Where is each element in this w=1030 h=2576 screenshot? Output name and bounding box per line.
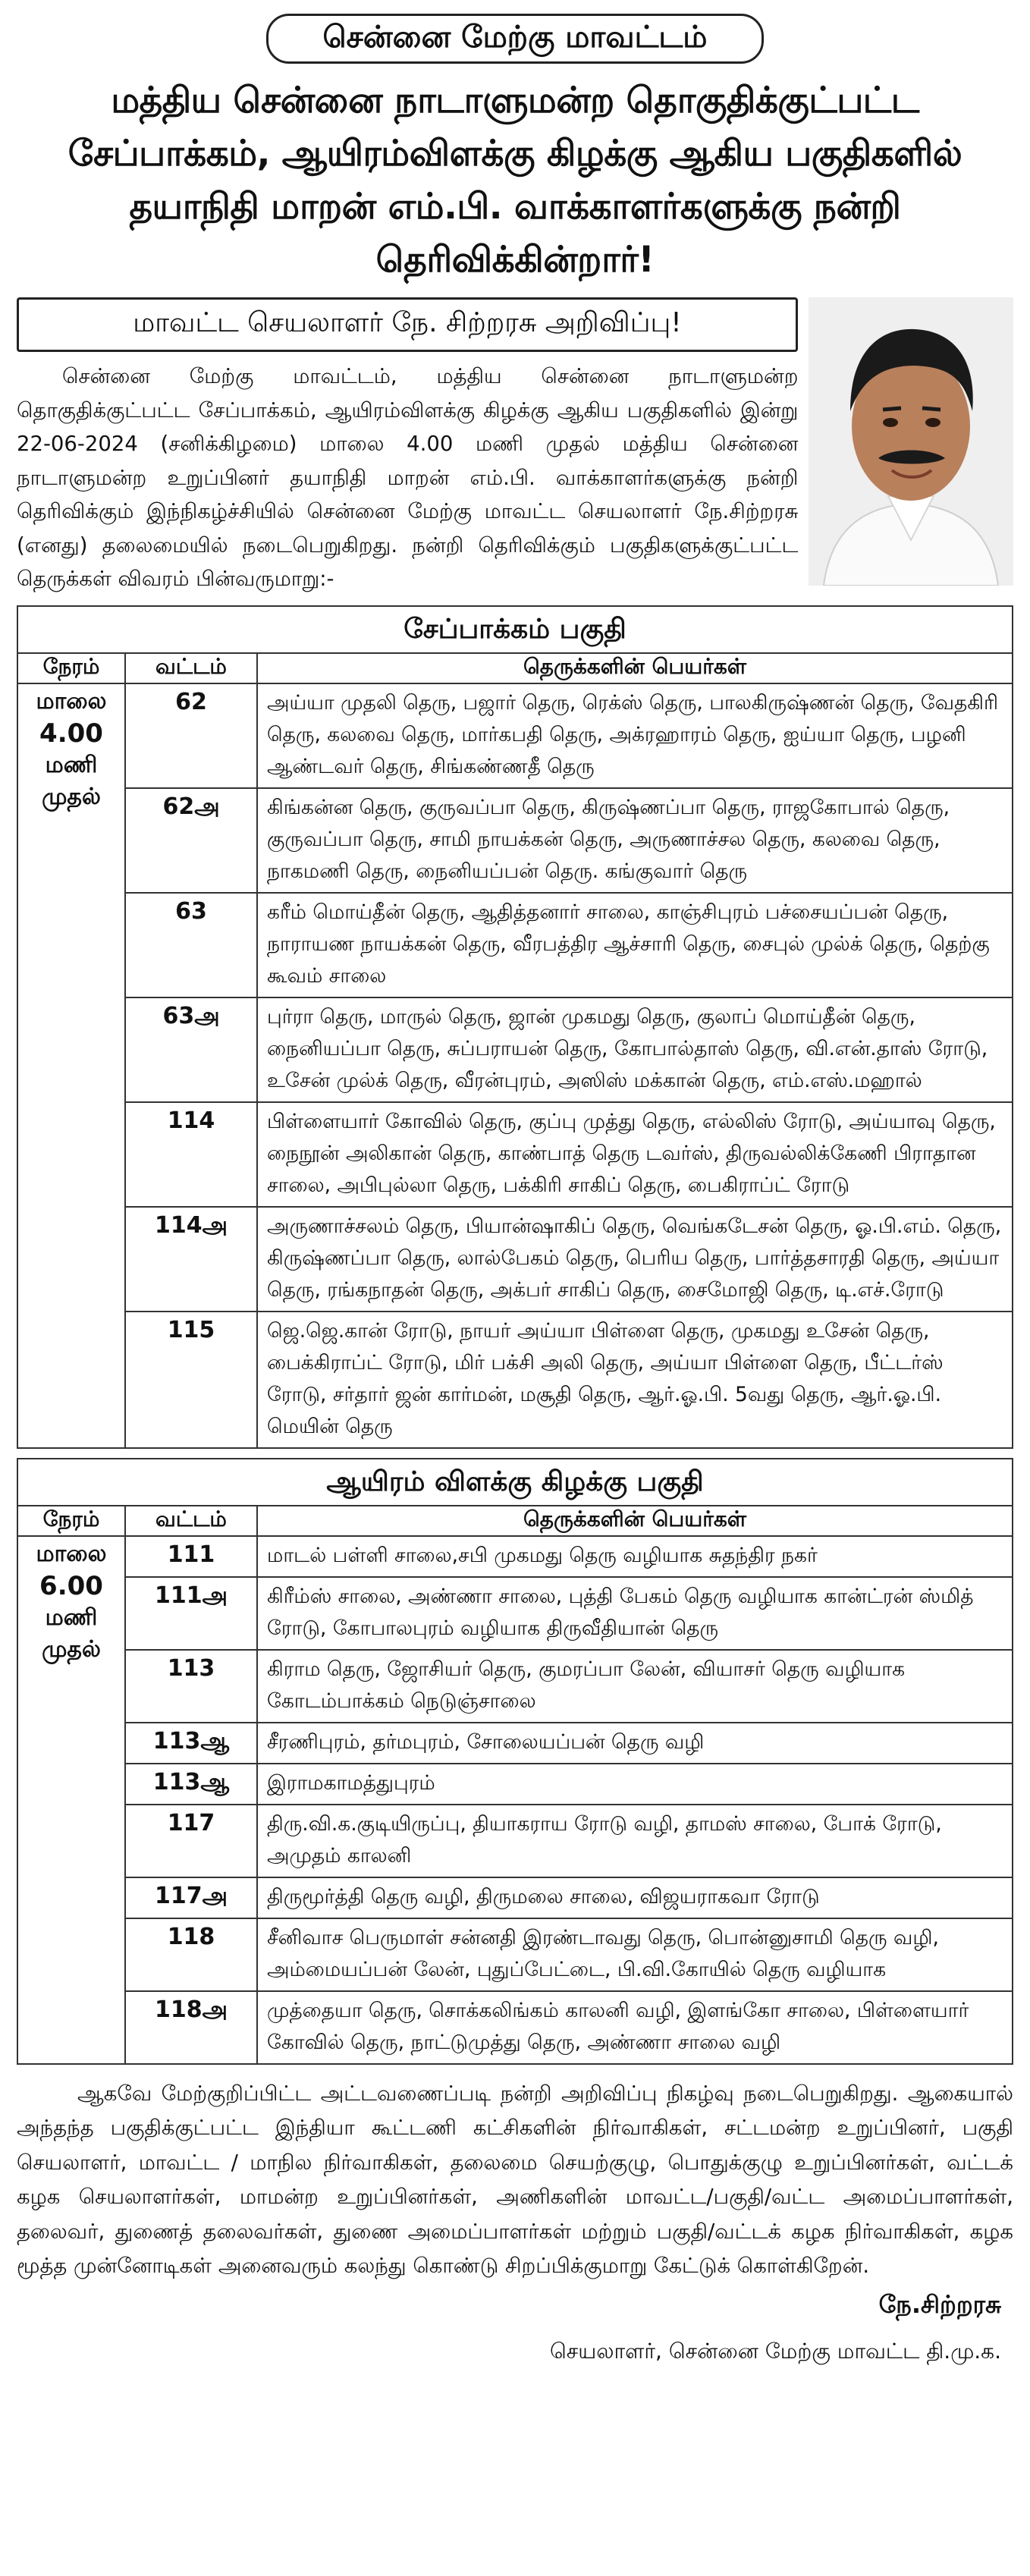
- table-row: [17, 1102, 1013, 1207]
- notice-text-column: [17, 297, 804, 596]
- table-row: [17, 788, 1013, 893]
- streets-cell: அருணாச்சலம் தெரு, பியான்ஷாகிப் தெரு, வெங்கடேசன் தெரு, ஓ.பி.எம். தெரு, கிருஷ்ணப்பா தெரு, லால்பேகம் தெரு, பெரிய தெரு, பார்த்தசாரதி தெரு, அய்யா தெரு, ரங்கநாதன் தெரு, அக்பர் சாகிப் தெரு, சைமோஜி தெரு, டி.எச்.ரோடு: [257, 1207, 1013, 1312]
- ward-cell: 114அ: [125, 1207, 257, 1312]
- thousand-lights-streets-table: [17, 1505, 1013, 2065]
- headline-line-1: மத்திய சென்னை நாடாளுமன்ற தொகுதிக்குட்பட்ட: [111, 80, 919, 121]
- ward-cell: 115: [125, 1312, 257, 1448]
- streets-cell: திருமூர்த்தி தெரு வழி, திருமலை சாலை, விஜயராகவா ரோடு: [257, 1877, 1013, 1918]
- time-line: மணி: [45, 751, 98, 778]
- table-row: [17, 1877, 1013, 1918]
- headline-line-3: தயாநிதி மாறன் எம்.பி. வாக்காளர்களுக்கு நன்றி தெரிவிக்கின்றார்!: [129, 186, 901, 281]
- time-cell: [17, 683, 125, 1448]
- table-row: [17, 683, 1013, 788]
- streets-cell: சீரணிபுரம், தர்மபுரம், சோலையப்பன் தெரு வழி: [257, 1723, 1013, 1764]
- streets-cell: புர்ரா தெரு, மாருல் தெரு, ஜான் முகமது தெரு, குலாப் மொய்தீன் தெரு, நைனியப்பா தெரு, சுப்பராயன் தெரு, கோபால்தாஸ் தெரு, வி.என்.தாஸ் ரோடு, உசேன் முல்க் தெரு, வீரன்புரம், அஸிஸ் மக்கான் தெரு, எம்.எஸ்.மஹால்: [257, 997, 1013, 1102]
- section-title-chepauk: சேப்பாக்கம் பகுதி: [17, 605, 1013, 652]
- table-row: [17, 1577, 1013, 1650]
- table-header-row: [17, 1506, 1013, 1536]
- time-cell: [17, 1536, 125, 2064]
- streets-cell: பிள்ளையார் கோவில் தெரு, குப்பு முத்து தெரு, எல்லிஸ் ரோடு, அய்யாவு தெரு, நைநூன் அலிகான் தெரு, காண்பாத் தெரு டவர்ஸ், திருவல்லிக்கேணி பிராதான சாலை, அபிபுல்லா தெரு, பக்கிரி சாகிப் தெரு, பைகிராப்ட் ரோடு: [257, 1102, 1013, 1207]
- ward-cell: 63அ: [125, 997, 257, 1102]
- table-row: [17, 1918, 1013, 1991]
- signature-designation: செயலாளர், சென்னை மேற்கு மாவட்ட தி.மு.க.: [549, 2338, 1001, 2364]
- ward-cell: 111: [125, 1536, 257, 1577]
- time-line: முதல்: [42, 783, 101, 810]
- notice-title-box: [17, 297, 798, 352]
- headline-line-2: சேப்பாக்கம், ஆயிரம்விளக்கு கிழக்கு ஆகிய பகுதிகளில்: [68, 133, 962, 174]
- ward-cell: 63: [125, 893, 257, 997]
- table-row: [17, 997, 1013, 1102]
- notice-body: சென்னை மேற்கு மாவட்டம், மத்திய சென்னை நாடாளுமன்ற தொகுதிக்குட்பட்ட சேப்பாக்கம், ஆயிரம்விளக்கு கிழக்கு ஆகிய பகுதிகளில் இன்று 22-06-2024 (சனிக்கிழமை) மாலை 4.00 மணி முதல் மத்திய சென்னை நாடாளுமன்ற உறுப்பினர் தயாநிதி மாறன் எம்.பி. வாக்காளர்களுக்கு நன்றி தெரிவிக்கும் இந்நிகழ்ச்சியில் சென்னை மேற்கு மாவட்ட செயலாளர் நே.சிற்றரசு (எனது) தலைமையில் நடைபெறுகிறது. நன்றி தெரிவிக்கும் பகுதிகளுக்குட்பட்ட தெருக்கள் விவரம் பின்வருமாறு:-: [17, 364, 799, 591]
- streets-cell: இராமகாமத்துபுரம்: [257, 1764, 1013, 1805]
- col-header-streets: தெருக்களின் பெயர்கள்: [257, 653, 1013, 683]
- ward-cell: 117: [125, 1805, 257, 1877]
- ward-cell: 114: [125, 1102, 257, 1207]
- table-row: [17, 1805, 1013, 1877]
- streets-cell: முத்தையா தெரு, சொக்கலிங்கம் காலனி வழி, இளங்கோ சாலை, பிள்ளையார் கோவில் தெரு, நாட்டுமுத்து தெரு, அண்ணா சாலை வழி: [257, 1991, 1013, 2064]
- time-line: முதல்: [42, 1635, 101, 1663]
- col-header-ward: வட்டம்: [125, 1506, 257, 1536]
- time-line: மாலை: [36, 1540, 107, 1567]
- table-row: [17, 1723, 1013, 1764]
- streets-cell: மாடல் பள்ளி சாலை,சபி முகமது தெரு வழியாக சுதந்திர நகர்: [257, 1536, 1013, 1577]
- notice-block: [17, 297, 1013, 596]
- time-line: மாலை: [36, 687, 107, 715]
- closing-paragraph: ஆகவே மேற்குறிப்பிட்ட அட்டவணைப்படி நன்றி அறிவிப்பு நிகழ்வு நடைபெறுகிறது. ஆகையால் அந்தந்த பகுதிக்குட்பட்ட இந்தியா கூட்டணி கட்சிகளின் நிர்வாகிகள், சட்டமன்ற உறுப்பினர், பகுதி செயலாளர், மாவட்ட / மாநில நிர்வாகிகள், தலைமை செயற்குழு, பொதுக்குழு உறுப்பினர்கள், வட்டக் கழக செயலாளர்கள், மாமன்ற உறுப்பினர்கள், அணிகளின் மாவட்ட/பகுதி/வட்ட அமைப்பாளர்கள், தலைவர், துணைத் தலைவர்கள், துணை அமைப்பாளர்கள் மற்றும் பகுதி/வட்டக் கழக நிர்வாகிகள், கழக மூத்த முன்னோடிகள் அனைவரும் கலந்து கொண்டு சிறப்பிக்குமாறு கேட்டுக் கொள்கிறேன்.: [17, 2081, 1013, 2278]
- chepauk-streets-table: [17, 652, 1013, 1449]
- table-row: [17, 1207, 1013, 1312]
- portrait-illustration: [809, 297, 1013, 586]
- portrait-photo: [809, 297, 1013, 586]
- table-row: [17, 893, 1013, 997]
- streets-cell: ஜெ.ஜெ.கான் ரோடு, நாயர் அய்யா பிள்ளை தெரு, முகமது உசேன் தெரு, பைக்கிராப்ட் ரோடு, மிர் பக்சி அலி தெரு, அய்யா பிள்ளை தெரு, பீட்டர்ஸ் ரோடு, சர்தார் ஜன் கார்மன், மசூதி தெரு, ஆர்.ஓ.பி. 5வது தெரு, ஆர்.ஓ.பி. மெயின் தெரு: [257, 1312, 1013, 1448]
- ward-cell: 117அ: [125, 1877, 257, 1918]
- col-header-ward: வட்டம்: [125, 653, 257, 683]
- time-value: 6.00: [39, 1570, 103, 1601]
- signature-name: நே.சிற்றரசு: [878, 2289, 1001, 2319]
- table-row: [17, 1764, 1013, 1805]
- streets-cell: அய்யா முதலி தெரு, பஜார் தெரு, ரெக்ஸ் தெரு, பாலகிருஷ்ணன் தெரு, வேதகிரி தெரு, கலவை தெரு, மார்கபதி தெரு, அக்ரஹாரம் தெரு, ஐய்யா தெரு, பழனி ஆண்டவர் தெரு, சிங்கண்ணதீ தெரு: [257, 683, 1013, 788]
- ward-cell: 113ஆ: [125, 1723, 257, 1764]
- ward-cell: 62அ: [125, 788, 257, 893]
- table-row: [17, 1536, 1013, 1577]
- time-value: 4.00: [39, 718, 103, 749]
- col-header-time: நேரம்: [17, 653, 125, 683]
- ward-cell: 62: [125, 683, 257, 788]
- streets-cell: சீனிவாச பெருமாள் சன்னதி இரண்டாவது தெரு, பொன்னுசாமி தெரு வழி, அம்மையப்பன் லேன், புதுப்பேட்டை, பி.வி.கோயில் தெரு வழியாக: [257, 1918, 1013, 1991]
- ward-cell: 113: [125, 1650, 257, 1723]
- section-title-thousand-lights-east: ஆயிரம் விளக்கு கிழக்கு பகுதி: [17, 1458, 1013, 1505]
- streets-cell: கிரீம்ஸ் சாலை, அண்ணா சாலை, புத்தி பேகம் தெரு வழியாக கான்ட்ரன் ஸ்மித் ரோடு, கோபாலபுரம் வழியாக திருவீதியான் தெரு: [257, 1577, 1013, 1650]
- table-row: [17, 1312, 1013, 1448]
- streets-cell: கிராம தெரு, ஜோசியர் தெரு, குமரப்பா லேன், வியாசர் தெரு வழியாக கோடம்பாக்கம் நெடுஞ்சாலை: [257, 1650, 1013, 1723]
- ward-cell: 113ஆ: [125, 1764, 257, 1805]
- ward-cell: 118: [125, 1918, 257, 1991]
- streets-cell: கரீம் மொய்தீன் தெரு, ஆதித்தனார் சாலை, காஞ்சிபுரம் பச்சையப்பன் தெரு, நாராயண நாயக்கன் தெரு, வீரபத்திர ஆச்சாரி தெரு, சைபுல் முல்க் தெரு, தெற்கு கூவம் சாலை: [257, 893, 1013, 997]
- col-header-time: நேரம்: [17, 1506, 125, 1536]
- streets-cell: திரு.வி.க.குடியிருப்பு, தியாகராய ரோடு வழி, தாமஸ் சாலை, போக் ரோடு, அமுதம் காலனி: [257, 1805, 1013, 1877]
- time-line: மணி: [45, 1604, 98, 1631]
- district-banner: [266, 14, 764, 64]
- ward-cell: 118அ: [125, 1991, 257, 2064]
- notice-page: [0, 14, 1030, 2576]
- district-name: சென்னை மேற்கு மாவட்டம்: [322, 19, 708, 55]
- table-header-row: [17, 653, 1013, 683]
- table-row: [17, 1991, 1013, 2064]
- table-row: [17, 1650, 1013, 1723]
- ward-cell: 111அ: [125, 1577, 257, 1650]
- streets-cell: கிங்கன்ன தெரு, குருவப்பா தெரு, கிருஷ்ணப்பா தெரு, ராஜகோபால் தெரு, குருவப்பா தெரு, சாமி நாயக்கன் தெரு, அருணாச்சல தெரு, கலவை தெரு, நாகமணி தெரு, நைனியப்பன் தெரு. கங்குவார் தெரு: [257, 788, 1013, 893]
- notice-title: மாவட்ட செயலாளர் நே. சிற்றரசு அறிவிப்பு!: [133, 307, 682, 338]
- col-header-streets: தெருக்களின் பெயர்கள்: [257, 1506, 1013, 1536]
